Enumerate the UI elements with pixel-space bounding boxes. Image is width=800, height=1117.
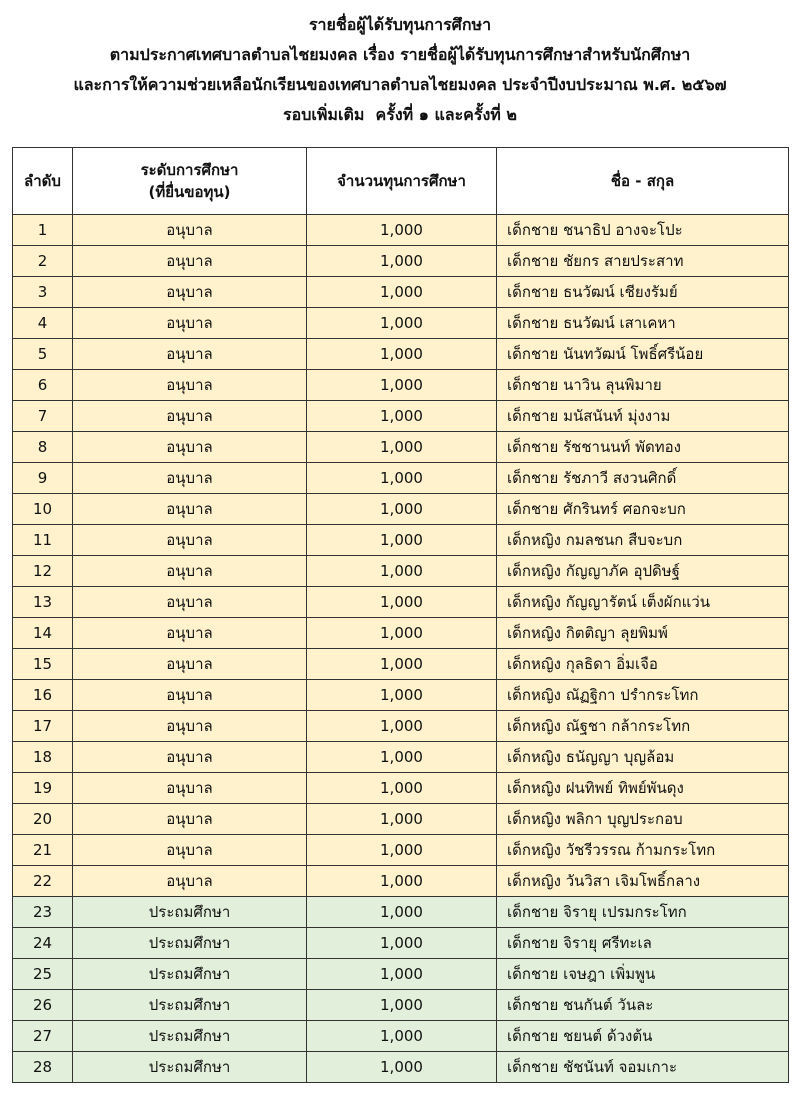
- cell-amount: 1,000: [307, 742, 497, 773]
- cell-name: เด็กชาย รัชชานนท์ พัดทอง: [497, 432, 789, 463]
- cell-no: 19: [13, 773, 73, 804]
- table-header-row: [13, 148, 789, 215]
- cell-level: อนุบาล: [73, 463, 307, 494]
- cell-no: 9: [13, 463, 73, 494]
- cell-no: 27: [13, 1021, 73, 1052]
- cell-amount: 1,000: [307, 339, 497, 370]
- table-row: [13, 246, 789, 277]
- cell-level: อนุบาล: [73, 308, 307, 339]
- cell-amount: 1,000: [307, 246, 497, 277]
- cell-no: 15: [13, 649, 73, 680]
- cell-name: เด็กชาย ศักรินทร์ ศอกจะบก: [497, 494, 789, 525]
- table-row: [13, 277, 789, 308]
- cell-name: เด็กชาย จิรายุ ศรีทะเล: [497, 928, 789, 959]
- table-row: [13, 835, 789, 866]
- table-row: [13, 990, 789, 1021]
- cell-name: เด็กชาย ธนวัฒน์ เสาเคหา: [497, 308, 789, 339]
- cell-name: เด็กหญิง พลิกา บุญประกอบ: [497, 804, 789, 835]
- column-header-no: ลำดับ: [13, 148, 73, 215]
- cell-name: เด็กหญิง วัชรีวรรณ ก้ามกระโทก: [497, 835, 789, 866]
- scholarship-table: [12, 147, 789, 1083]
- table-row: [13, 928, 789, 959]
- document-title: รายชื่อผู้ได้รับทุนการศึกษา: [308, 15, 492, 34]
- cell-level: อนุบาล: [73, 215, 307, 246]
- cell-amount: 1,000: [307, 277, 497, 308]
- cell-name: เด็กชาย นันทวัฒน์ โพธิ์ศรีน้อย: [497, 339, 789, 370]
- cell-amount: 1,000: [307, 711, 497, 742]
- cell-name: เด็กชาย ชนกันต์ วันละ: [497, 990, 789, 1021]
- cell-amount: 1,000: [307, 866, 497, 897]
- cell-amount: 1,000: [307, 556, 497, 587]
- cell-name: เด็กชาย ชัยกร สายประสาท: [497, 246, 789, 277]
- announcement-line: ตามประกาศเทศบาลตำบลไชยมงคล เรื่อง รายชื่อผู้ได้รับทุนการศึกษาสำหรับนักศึกษา: [109, 45, 691, 64]
- cell-level: อนุบาล: [73, 556, 307, 587]
- cell-no: 18: [13, 742, 73, 773]
- cell-level: อนุบาล: [73, 742, 307, 773]
- cell-name: เด็กหญิง ฝนทิพย์ ทิพย์พันดุง: [497, 773, 789, 804]
- cell-no: 10: [13, 494, 73, 525]
- cell-name: เด็กหญิง ธนัญญา บุญล้อม: [497, 742, 789, 773]
- cell-amount: 1,000: [307, 463, 497, 494]
- table-row: [13, 742, 789, 773]
- cell-level: อนุบาล: [73, 866, 307, 897]
- cell-amount: 1,000: [307, 804, 497, 835]
- cell-level: อนุบาล: [73, 835, 307, 866]
- cell-level: อนุบาล: [73, 525, 307, 556]
- cell-name: เด็กหญิง ณัฏฐิกา ปรำกระโทก: [497, 680, 789, 711]
- cell-amount: 1,000: [307, 525, 497, 556]
- cell-amount: 1,000: [307, 401, 497, 432]
- cell-level: อนุบาล: [73, 246, 307, 277]
- table-row: [13, 959, 789, 990]
- cell-no: 2: [13, 246, 73, 277]
- column-header-name: ชื่อ - สกุล: [497, 148, 789, 215]
- table-row: [13, 494, 789, 525]
- round-line: รอบเพิ่มเติม ครั้งที่ ๑ และครั้งที่ ๒: [283, 105, 517, 124]
- cell-no: 26: [13, 990, 73, 1021]
- cell-name: เด็กหญิง ณัฐชา กล้ากระโทก: [497, 711, 789, 742]
- cell-name: เด็กชาย จิรายุ เปรมกระโทก: [497, 897, 789, 928]
- cell-name: เด็กชาย เจษฎา เพิ่มพูน: [497, 959, 789, 990]
- cell-no: 11: [13, 525, 73, 556]
- column-header-amount: จำนวนทุนการศึกษา: [307, 148, 497, 215]
- cell-no: 3: [13, 277, 73, 308]
- cell-name: เด็กชาย ธนวัฒน์ เชียงรัมย์: [497, 277, 789, 308]
- table-row: [13, 463, 789, 494]
- cell-level: ประถมศึกษา: [73, 990, 307, 1021]
- table-row: [13, 339, 789, 370]
- column-header-level-line2: (ที่ยื่นขอทุน): [148, 183, 231, 201]
- cell-no: 16: [13, 680, 73, 711]
- table-row: [13, 1021, 789, 1052]
- cell-level: อนุบาล: [73, 432, 307, 463]
- table-row: [13, 587, 789, 618]
- cell-amount: 1,000: [307, 215, 497, 246]
- cell-amount: 1,000: [307, 370, 497, 401]
- cell-amount: 1,000: [307, 990, 497, 1021]
- cell-level: อนุบาล: [73, 711, 307, 742]
- table-row: [13, 618, 789, 649]
- cell-no: 8: [13, 432, 73, 463]
- cell-level: ประถมศึกษา: [73, 1021, 307, 1052]
- cell-amount: 1,000: [307, 308, 497, 339]
- cell-name: เด็กชาย รัชภาวี สงวนศิกดิ์: [497, 463, 789, 494]
- cell-name: เด็กชาย นาวิน ลุนพิมาย: [497, 370, 789, 401]
- table-row: [13, 711, 789, 742]
- table-row: [13, 556, 789, 587]
- cell-name: เด็กชาย ชัชนันท์ จอมเกาะ: [497, 1052, 789, 1083]
- cell-no: 21: [13, 835, 73, 866]
- cell-level: อนุบาล: [73, 680, 307, 711]
- cell-level: อนุบาล: [73, 339, 307, 370]
- cell-no: 1: [13, 215, 73, 246]
- table-row: [13, 215, 789, 246]
- cell-name: เด็กชาย ชนาธิป อางจะโปะ: [497, 215, 789, 246]
- cell-level: อนุบาล: [73, 370, 307, 401]
- cell-amount: 1,000: [307, 928, 497, 959]
- cell-no: 4: [13, 308, 73, 339]
- cell-no: 6: [13, 370, 73, 401]
- cell-no: 7: [13, 401, 73, 432]
- cell-no: 24: [13, 928, 73, 959]
- cell-amount: 1,000: [307, 773, 497, 804]
- table-body: [13, 215, 789, 1083]
- cell-level: อนุบาล: [73, 277, 307, 308]
- table-row: [13, 1052, 789, 1083]
- cell-no: 23: [13, 897, 73, 928]
- document-header: [0, 0, 800, 130]
- cell-level: อนุบาล: [73, 494, 307, 525]
- cell-amount: 1,000: [307, 680, 497, 711]
- table-row: [13, 370, 789, 401]
- cell-name: เด็กหญิง กัญญารัตน์ เต็งผักแว่น: [497, 587, 789, 618]
- cell-level: อนุบาล: [73, 773, 307, 804]
- cell-amount: 1,000: [307, 494, 497, 525]
- cell-no: 5: [13, 339, 73, 370]
- table-row: [13, 649, 789, 680]
- cell-name: เด็กชาย ชยนต์ ด้วงต้น: [497, 1021, 789, 1052]
- cell-amount: 1,000: [307, 959, 497, 990]
- cell-no: 28: [13, 1052, 73, 1083]
- cell-amount: 1,000: [307, 649, 497, 680]
- cell-amount: 1,000: [307, 618, 497, 649]
- table-row: [13, 773, 789, 804]
- cell-amount: 1,000: [307, 587, 497, 618]
- cell-level: อนุบาล: [73, 618, 307, 649]
- cell-level: ประถมศึกษา: [73, 928, 307, 959]
- cell-no: 13: [13, 587, 73, 618]
- column-header-level-line1: ระดับการศึกษา: [140, 161, 239, 179]
- cell-level: อนุบาล: [73, 804, 307, 835]
- cell-no: 25: [13, 959, 73, 990]
- cell-name: เด็กหญิง กัญญาภัค อุปดิษฐ์: [497, 556, 789, 587]
- table-row: [13, 401, 789, 432]
- cell-name: เด็กชาย มนัสนันท์ มุ่งงาม: [497, 401, 789, 432]
- table-row: [13, 897, 789, 928]
- cell-name: เด็กหญิง กิตติญา ลุยพิมพ์: [497, 618, 789, 649]
- cell-level: อนุบาล: [73, 401, 307, 432]
- cell-level: อนุบาล: [73, 587, 307, 618]
- cell-amount: 1,000: [307, 835, 497, 866]
- cell-name: เด็กหญิง กุลธิดา อิ่มเจือ: [497, 649, 789, 680]
- table-row: [13, 525, 789, 556]
- table-row: [13, 680, 789, 711]
- cell-no: 14: [13, 618, 73, 649]
- table-row: [13, 432, 789, 463]
- cell-level: ประถมศึกษา: [73, 1052, 307, 1083]
- table-row: [13, 866, 789, 897]
- column-header-level: [73, 148, 307, 215]
- cell-name: เด็กหญิง กมลชนก สืบจะบก: [497, 525, 789, 556]
- cell-level: ประถมศึกษา: [73, 897, 307, 928]
- cell-no: 17: [13, 711, 73, 742]
- cell-amount: 1,000: [307, 897, 497, 928]
- cell-no: 22: [13, 866, 73, 897]
- cell-name: เด็กหญิง วันวิสา เจิมโพธิ์กลาง: [497, 866, 789, 897]
- cell-no: 12: [13, 556, 73, 587]
- cell-amount: 1,000: [307, 432, 497, 463]
- cell-level: อนุบาล: [73, 649, 307, 680]
- cell-amount: 1,000: [307, 1021, 497, 1052]
- cell-no: 20: [13, 804, 73, 835]
- cell-level: ประถมศึกษา: [73, 959, 307, 990]
- table-row: [13, 308, 789, 339]
- table-row: [13, 804, 789, 835]
- cell-amount: 1,000: [307, 1052, 497, 1083]
- announcement-subject-line: และการให้ความช่วยเหลือนักเรียนของเทศบาลตำบลไชยมงคล ประจำปีงบประมาณ พ.ศ. ๒๕๖๗: [73, 75, 727, 94]
